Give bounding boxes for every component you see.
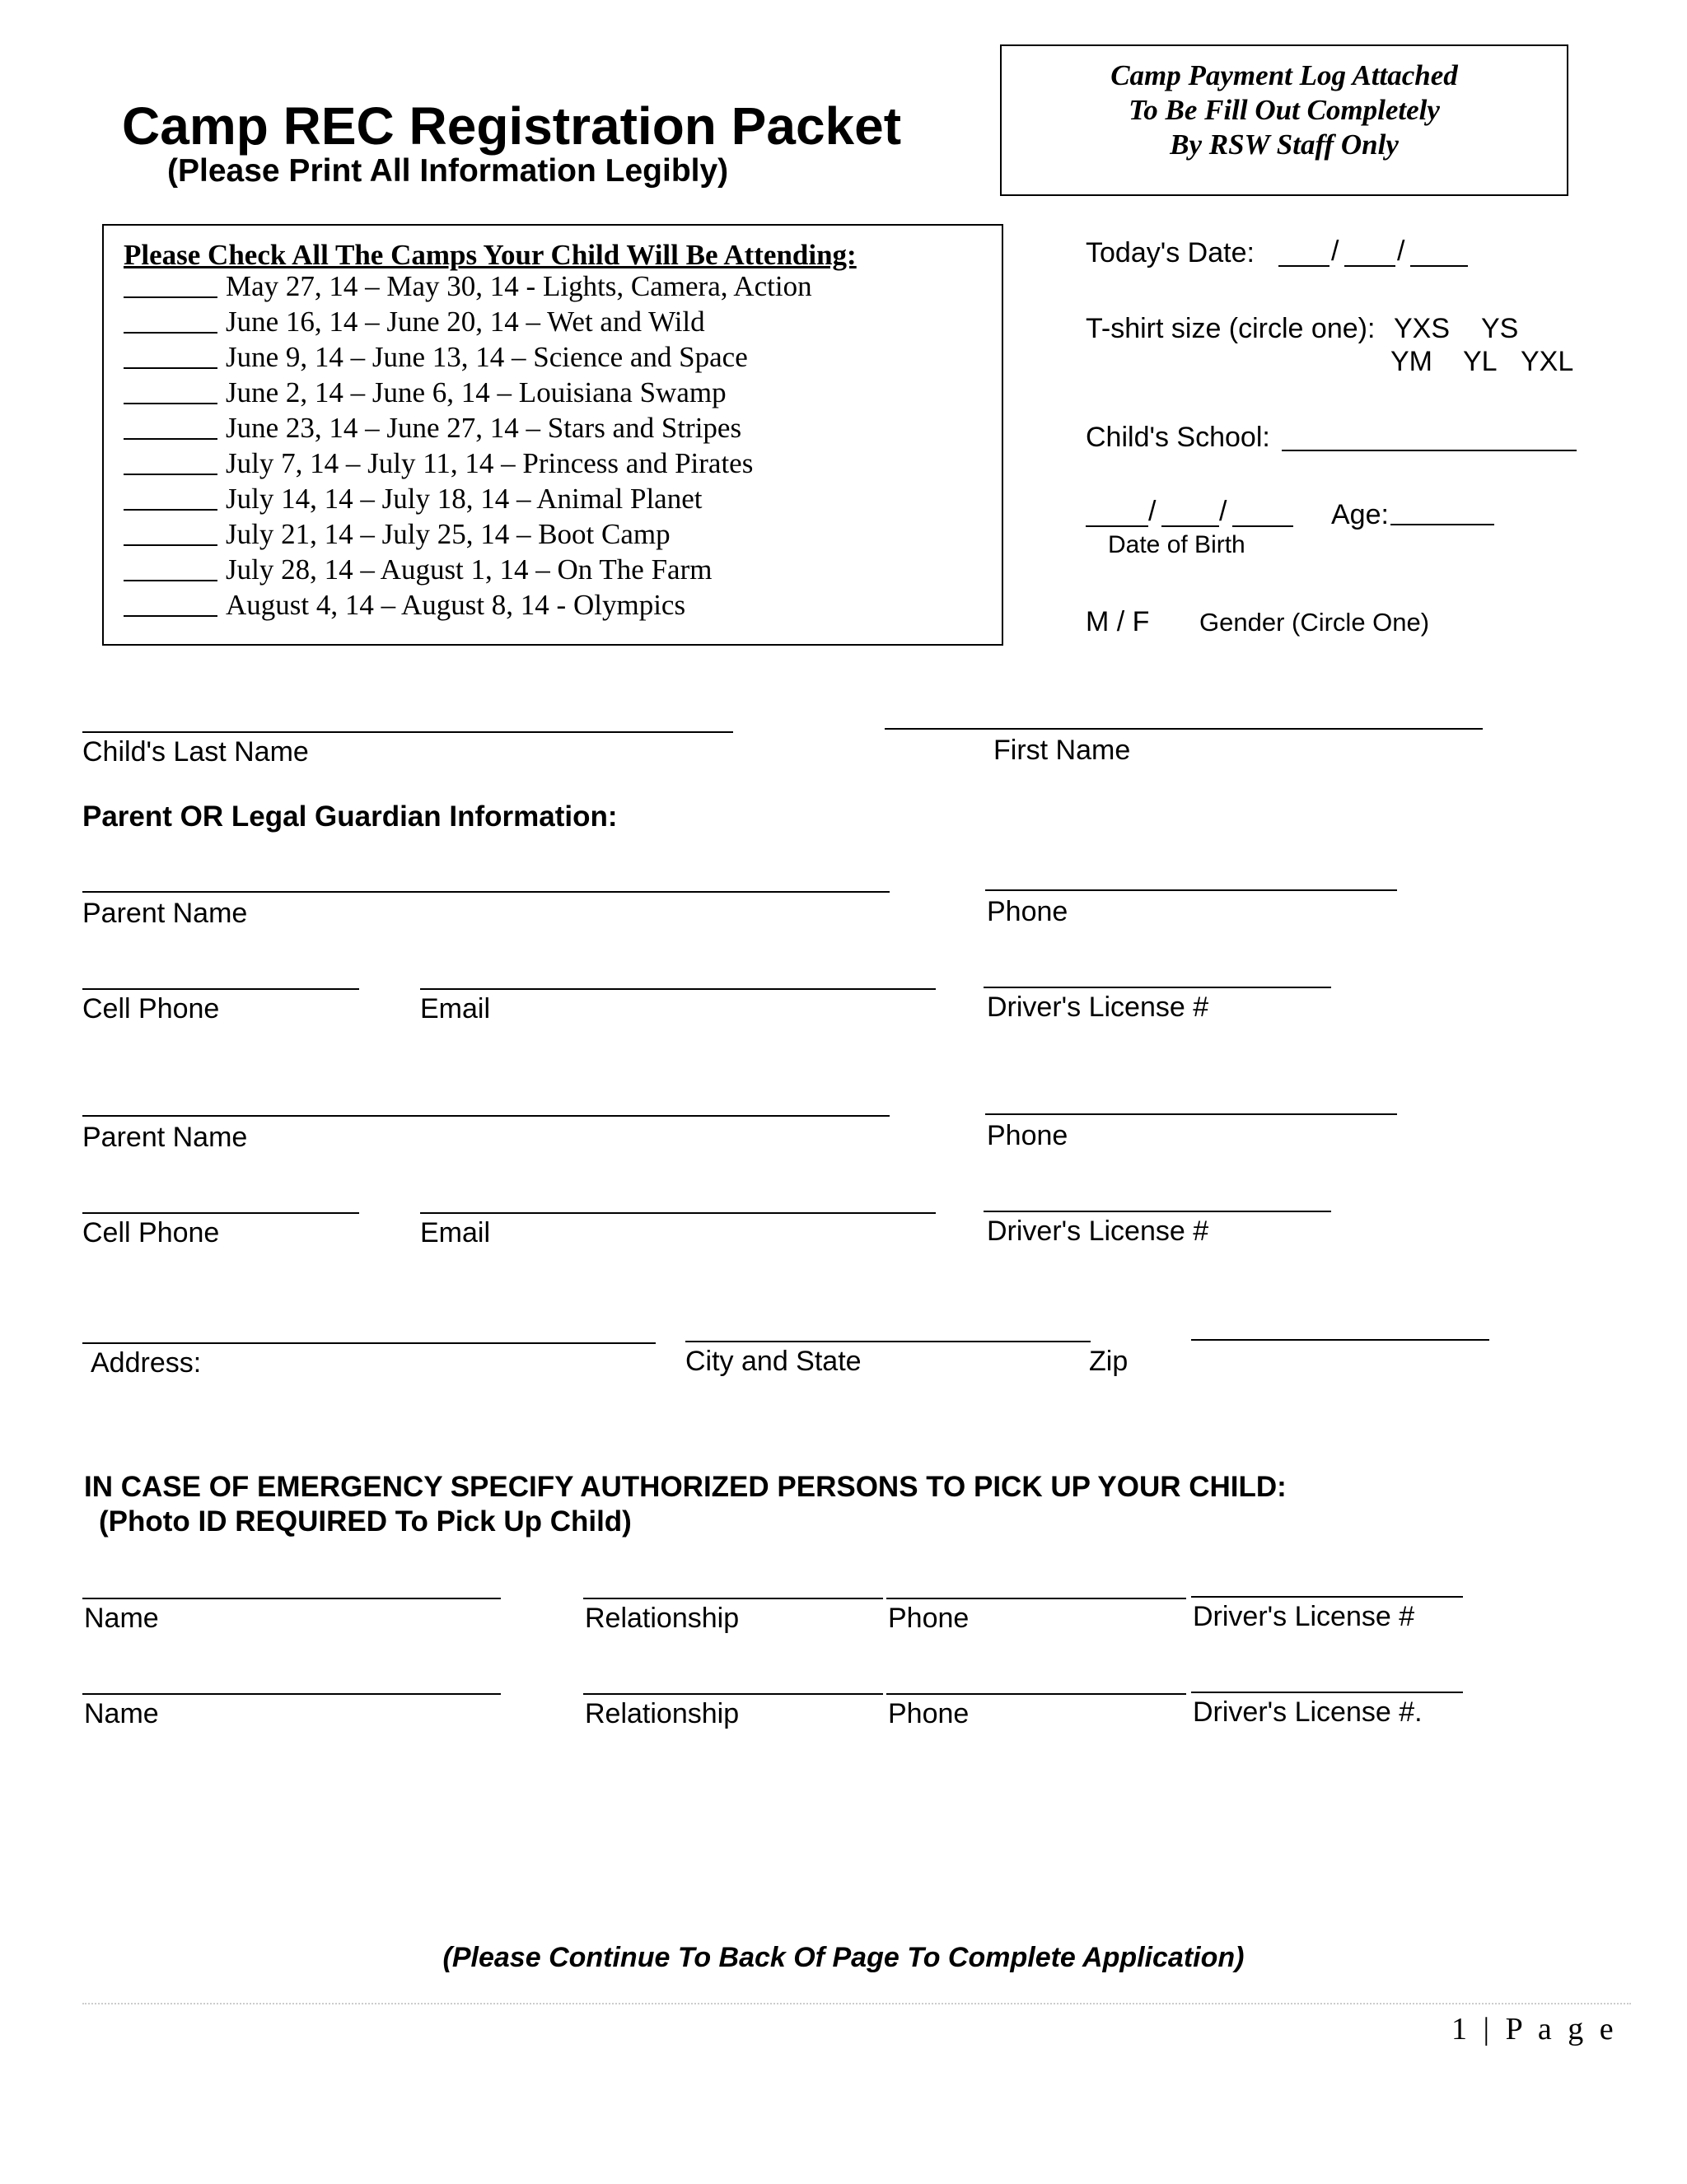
emergency-name-label: Name — [84, 1698, 159, 1729]
camp-option-label: June 2, 14 – June 6, 14 – Louisiana Swamp — [226, 376, 727, 408]
drivers-license-label: Driver's License # — [987, 992, 1209, 1023]
email-label: Email — [420, 993, 491, 1024]
todays-date-day-field[interactable] — [1344, 265, 1395, 267]
camp-option-label: May 27, 14 – May 30, 14 - Lights, Camera, Action — [226, 270, 812, 302]
todays-date-year-field[interactable] — [1410, 265, 1468, 267]
zip-label: Zip — [1089, 1346, 1129, 1377]
camp-check-blank[interactable] — [124, 296, 217, 298]
city-state-field[interactable] — [685, 1341, 1091, 1342]
parent-phone-label: Phone — [987, 1120, 1068, 1151]
staff-only-box — [1000, 44, 1568, 196]
age-label: Age: — [1331, 499, 1389, 530]
email-label: Email — [420, 1217, 491, 1248]
emergency-name-field[interactable] — [82, 1598, 501, 1599]
date-slash: / — [1397, 236, 1405, 267]
camp-check-blank[interactable] — [124, 474, 217, 475]
camp-check-blank[interactable] — [124, 580, 217, 581]
camp-check-blank[interactable] — [124, 403, 217, 404]
dob-month-field[interactable] — [1086, 525, 1148, 527]
parent-section-heading: Parent OR Legal Guardian Information: — [82, 800, 618, 833]
camp-checklist-heading: Please Check All The Camps Your Child Will Be Attending: — [124, 239, 857, 271]
address-label: Address: — [91, 1347, 202, 1379]
emergency-name-label: Name — [84, 1603, 159, 1634]
gender-options[interactable]: M / F — [1086, 606, 1150, 637]
tshirt-size-option[interactable]: YM — [1390, 346, 1432, 377]
camp-option-label: June 9, 14 – June 13, 14 – Science and Space — [226, 341, 748, 373]
child-first-name-field[interactable] — [885, 728, 1483, 730]
emergency-relationship-label: Relationship — [585, 1698, 740, 1729]
emergency-relationship-field[interactable] — [583, 1693, 883, 1695]
child-first-name-label: First Name — [993, 735, 1131, 766]
camp-option-label: June 23, 14 – June 27, 14 – Stars and Stripes — [226, 412, 742, 444]
camp-option-label: July 7, 14 – July 11, 14 – Princess and Pirates — [226, 447, 754, 479]
emergency-drivers-license-label: Driver's License # — [1193, 1601, 1415, 1632]
camp-check-blank[interactable] — [124, 438, 217, 440]
staff-box-line: To Be Fill Out Completely — [1129, 94, 1440, 126]
email-field[interactable] — [420, 988, 936, 990]
cell-phone-label: Cell Phone — [82, 1217, 220, 1248]
gender-label: Gender (Circle One) — [1199, 608, 1430, 637]
parent-name-field[interactable] — [82, 891, 890, 893]
tshirt-size-option[interactable]: YL — [1463, 346, 1498, 377]
camp-option-label: June 16, 14 – June 20, 14 – Wet and Wild — [226, 306, 705, 338]
todays-date-label: Today's Date: — [1086, 237, 1255, 268]
page-number: 1 | P a g e — [1451, 2012, 1618, 2046]
parent-name-field[interactable] — [82, 1115, 890, 1117]
date-slash: / — [1148, 496, 1157, 527]
todays-date-month-field[interactable] — [1278, 265, 1330, 267]
staff-box-line: Camp Payment Log Attached — [1110, 59, 1458, 91]
camp-option-label: July 28, 14 – August 1, 14 – On The Farm — [226, 553, 713, 586]
footer-divider — [82, 2003, 1631, 2004]
parent-name-label: Parent Name — [82, 1122, 248, 1153]
emergency-phone-label: Phone — [888, 1603, 970, 1634]
camp-option-label: July 21, 14 – July 25, 14 – Boot Camp — [226, 518, 671, 550]
parent-name-label: Parent Name — [82, 898, 248, 929]
dob-year-field[interactable] — [1232, 525, 1293, 527]
cell-phone-field[interactable] — [82, 1212, 359, 1214]
child-last-name-field[interactable] — [82, 731, 733, 733]
tshirt-size-option[interactable]: YXL — [1521, 346, 1574, 377]
page-title: Camp REC Registration Packet — [122, 96, 902, 156]
camp-check-blank[interactable] — [124, 332, 217, 334]
camp-checklist-box — [102, 224, 1003, 646]
emergency-subheading: (Photo ID REQUIRED To Pick Up Child) — [99, 1505, 632, 1538]
emergency-relationship-field[interactable] — [583, 1598, 883, 1599]
childs-school-label: Child's School: — [1086, 422, 1270, 453]
emergency-phone-label: Phone — [888, 1698, 970, 1729]
camp-check-blank[interactable] — [124, 367, 217, 369]
tshirt-size-option[interactable]: YXS — [1394, 313, 1451, 344]
continue-note: (Please Continue To Back Of Page To Complete Application) — [442, 1942, 1245, 1973]
drivers-license-field[interactable] — [984, 987, 1331, 988]
drivers-license-field[interactable] — [984, 1211, 1331, 1212]
page-subtitle: (Please Print All Information Legibly) — [167, 153, 729, 189]
emergency-phone-field[interactable] — [886, 1693, 1186, 1695]
emergency-drivers-license-field[interactable] — [1191, 1596, 1463, 1598]
parent-phone-field[interactable] — [985, 1113, 1397, 1115]
camp-option-label: August 4, 14 – August 8, 14 - Olympics — [226, 589, 686, 621]
child-last-name-label: Child's Last Name — [82, 736, 309, 768]
zip-field[interactable] — [1191, 1339, 1489, 1341]
emergency-name-field[interactable] — [82, 1693, 501, 1695]
parent-phone-field[interactable] — [985, 889, 1397, 891]
date-slash: / — [1219, 496, 1227, 527]
emergency-phone-field[interactable] — [886, 1598, 1186, 1599]
staff-box-line: By RSW Staff Only — [1170, 128, 1399, 161]
tshirt-size-label: T-shirt size (circle one): — [1086, 313, 1376, 344]
childs-school-field[interactable] — [1282, 450, 1577, 451]
emergency-relationship-label: Relationship — [585, 1603, 740, 1634]
dob-day-field[interactable] — [1161, 525, 1219, 527]
cell-phone-label: Cell Phone — [82, 993, 220, 1024]
camp-option-label: July 14, 14 – July 18, 14 – Animal Planet — [226, 483, 703, 515]
parent-phone-label: Phone — [987, 896, 1068, 927]
emergency-drivers-license-label: Driver's License #. — [1193, 1696, 1423, 1728]
emergency-drivers-license-field[interactable] — [1191, 1692, 1463, 1693]
city-state-label: City and State — [685, 1346, 862, 1377]
emergency-heading: IN CASE OF EMERGENCY SPECIFY AUTHORIZED PERSONS TO PICK UP YOUR CHILD: — [84, 1471, 1287, 1503]
email-field[interactable] — [420, 1212, 936, 1214]
drivers-license-label: Driver's License # — [987, 1216, 1209, 1247]
date-of-birth-label: Date of Birth — [1108, 531, 1245, 558]
age-field[interactable] — [1390, 524, 1494, 525]
camp-check-blank[interactable] — [124, 615, 217, 617]
camp-check-blank[interactable] — [124, 509, 217, 511]
camp-check-blank[interactable] — [124, 544, 217, 546]
address-field[interactable] — [82, 1342, 656, 1344]
cell-phone-field[interactable] — [82, 988, 359, 990]
tshirt-size-option[interactable]: YS — [1481, 313, 1519, 344]
date-slash: / — [1331, 236, 1339, 267]
